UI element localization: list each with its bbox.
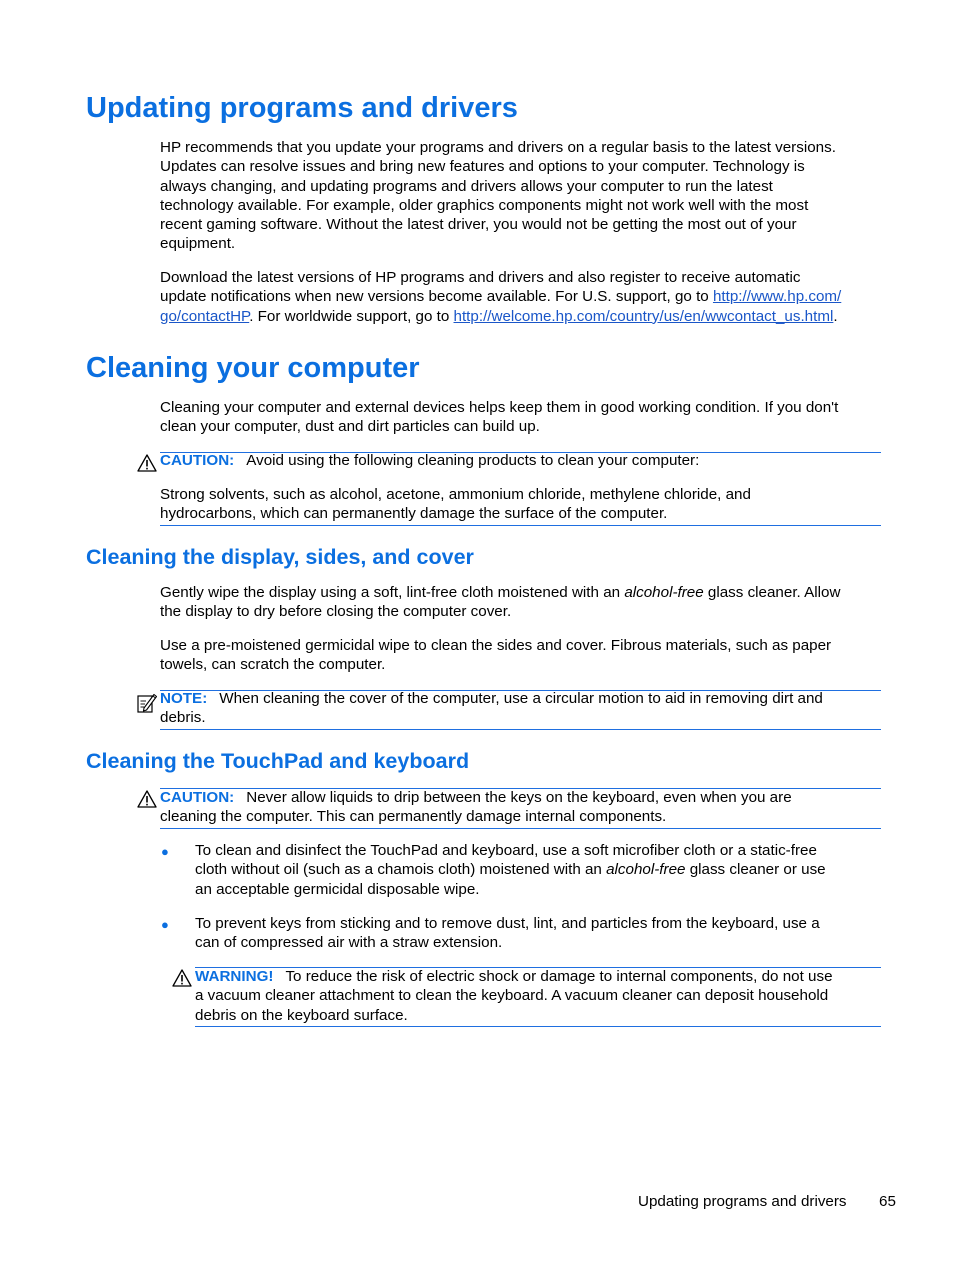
warning-vacuum-cleaner xyxy=(195,967,885,1025)
note-text: When cleaning the cover of the computer, use a circular motion to aid in removing dirt and xyxy=(219,690,823,707)
text-line: cloth without oil (such as a chamois cloth) moistened with an alcohol-free glass cleaner or use xyxy=(195,861,826,879)
note-bottom-rule xyxy=(160,729,881,730)
text-line: clean your computer, dust and dirt particles can build up. xyxy=(160,418,540,436)
bullet-dot: ● xyxy=(161,844,169,859)
text-line: To clean and disinfect the TouchPad and keyboard, use a soft microfiber cloth or a static-free xyxy=(195,842,817,859)
page-number: 65 xyxy=(879,1193,896,1210)
heading-cleaning-touchpad: Cleaning the TouchPad and keyboard xyxy=(86,749,470,773)
caution-bottom-rule xyxy=(160,525,881,526)
text-line: Cleaning your computer and external devices helps keep them in good working condition. If you don't xyxy=(160,399,839,416)
list-item-compressed-air xyxy=(195,914,885,953)
caution2-bottom-rule xyxy=(160,828,881,829)
text-line: update notifications when new versions become available. For U.S. support, go to http://www.hp.com/ xyxy=(160,288,842,306)
text-line: Updates can resolve issues and bring new features and options to your computer. Technology is xyxy=(160,158,805,176)
text-line: an acceptable germicidal disposable wipe. xyxy=(195,880,480,898)
warning-triangle-icon xyxy=(137,454,157,472)
germicidal-wipe-paragraph xyxy=(160,636,885,675)
note-label: NOTE: xyxy=(160,690,208,707)
text-line: Strong solvents, such as alcohol, acetone, ammonium chloride, methylene chloride, and xyxy=(160,486,751,503)
text-line: always changing, and updating programs and drivers allows your computer to run the latest xyxy=(160,177,773,195)
text-line: Use a pre-moistened germicidal wipe to clean the sides and cover. Fibrous materials, such as paper xyxy=(160,637,832,654)
download-paragraph xyxy=(160,268,885,326)
text-line: hydrocarbons, which can permanently damage the surface of the computer. xyxy=(160,505,668,523)
updating-intro-paragraph xyxy=(160,138,885,254)
heading-cleaning-display: Cleaning the display, sides, and cover xyxy=(86,545,474,569)
footer-title: Updating programs and drivers xyxy=(638,1193,847,1210)
heading-cleaning-computer: Cleaning your computer xyxy=(86,352,420,384)
note-pad-icon xyxy=(136,692,158,714)
text-line: the display to dry before closing the computer cover. xyxy=(160,603,512,621)
text-line: go/contactHP. For worldwide support, go to http://welcome.hp.com/country/us/en/wwcontact_us.html. xyxy=(160,307,838,325)
caution-text: Avoid using the following cleaning products to clean your computer: xyxy=(246,452,700,469)
warning-text-continued: a vacuum cleaner attachment to clean the keyboard. A vacuum cleaner can deposit household xyxy=(195,987,829,1005)
warning-label: WARNING! xyxy=(195,968,274,985)
text-line: can of compressed air with a straw extension. xyxy=(195,934,503,952)
note-text-continued: debris. xyxy=(160,709,206,727)
caution-text-continued: cleaning the computer. This can permanently damage internal components. xyxy=(160,808,667,826)
text-line: equipment. xyxy=(160,235,236,253)
bullet-dot: ● xyxy=(161,917,169,932)
warning-text: To reduce the risk of electric shock or damage to internal components, do not use xyxy=(285,968,833,985)
list-item-touchpad-clean xyxy=(195,841,885,899)
warning-text-continued: debris on the keyboard surface. xyxy=(195,1006,408,1024)
warning-triangle-icon xyxy=(172,969,192,987)
hp-contact-link[interactable]: http://www.hp.com/ xyxy=(712,288,842,306)
heading-updating-programs: Updating programs and drivers xyxy=(86,92,518,124)
caution-cleaning-products xyxy=(160,451,885,470)
cleaning-intro-paragraph xyxy=(160,398,885,437)
caution-detail-paragraph xyxy=(160,485,885,524)
text-line: Gently wipe the display using a soft, lint-free cloth moistened with an alcohol-free glass cleaner. Allow xyxy=(160,584,841,601)
caution-label: CAUTION: xyxy=(160,789,235,806)
note-circular-motion xyxy=(160,689,885,728)
display-wipe-paragraph xyxy=(160,583,885,622)
caution-liquids xyxy=(160,788,885,827)
text-line: To prevent keys from sticking and to remove dust, lint, and particles from the keyboard, use a xyxy=(195,915,820,932)
text-line: HP recommends that you update your programs and drivers on a regular basis to the latest versions. xyxy=(160,139,836,156)
warning-triangle-icon xyxy=(137,790,157,808)
hp-worldwide-support-link[interactable]: http://welcome.hp.com/country/us/en/wwcontact_us.html xyxy=(453,307,834,325)
hp-contact-link-continued[interactable]: go/contactHP xyxy=(160,307,250,325)
text-line: Download the latest versions of HP programs and drivers and also register to receive automatic xyxy=(160,269,801,286)
caution-text: Never allow liquids to drip between the keys on the keyboard, even when you are xyxy=(246,789,792,806)
text-line: towels, can scratch the computer. xyxy=(160,656,386,674)
text-line: recent gaming software. Without the latest driver, you would not be getting the most out of your xyxy=(160,216,797,234)
caution-label: CAUTION: xyxy=(160,452,235,469)
warning-bottom-rule xyxy=(195,1026,881,1027)
text-line: technology available. For example, older graphics components might not work well with the most xyxy=(160,196,809,214)
